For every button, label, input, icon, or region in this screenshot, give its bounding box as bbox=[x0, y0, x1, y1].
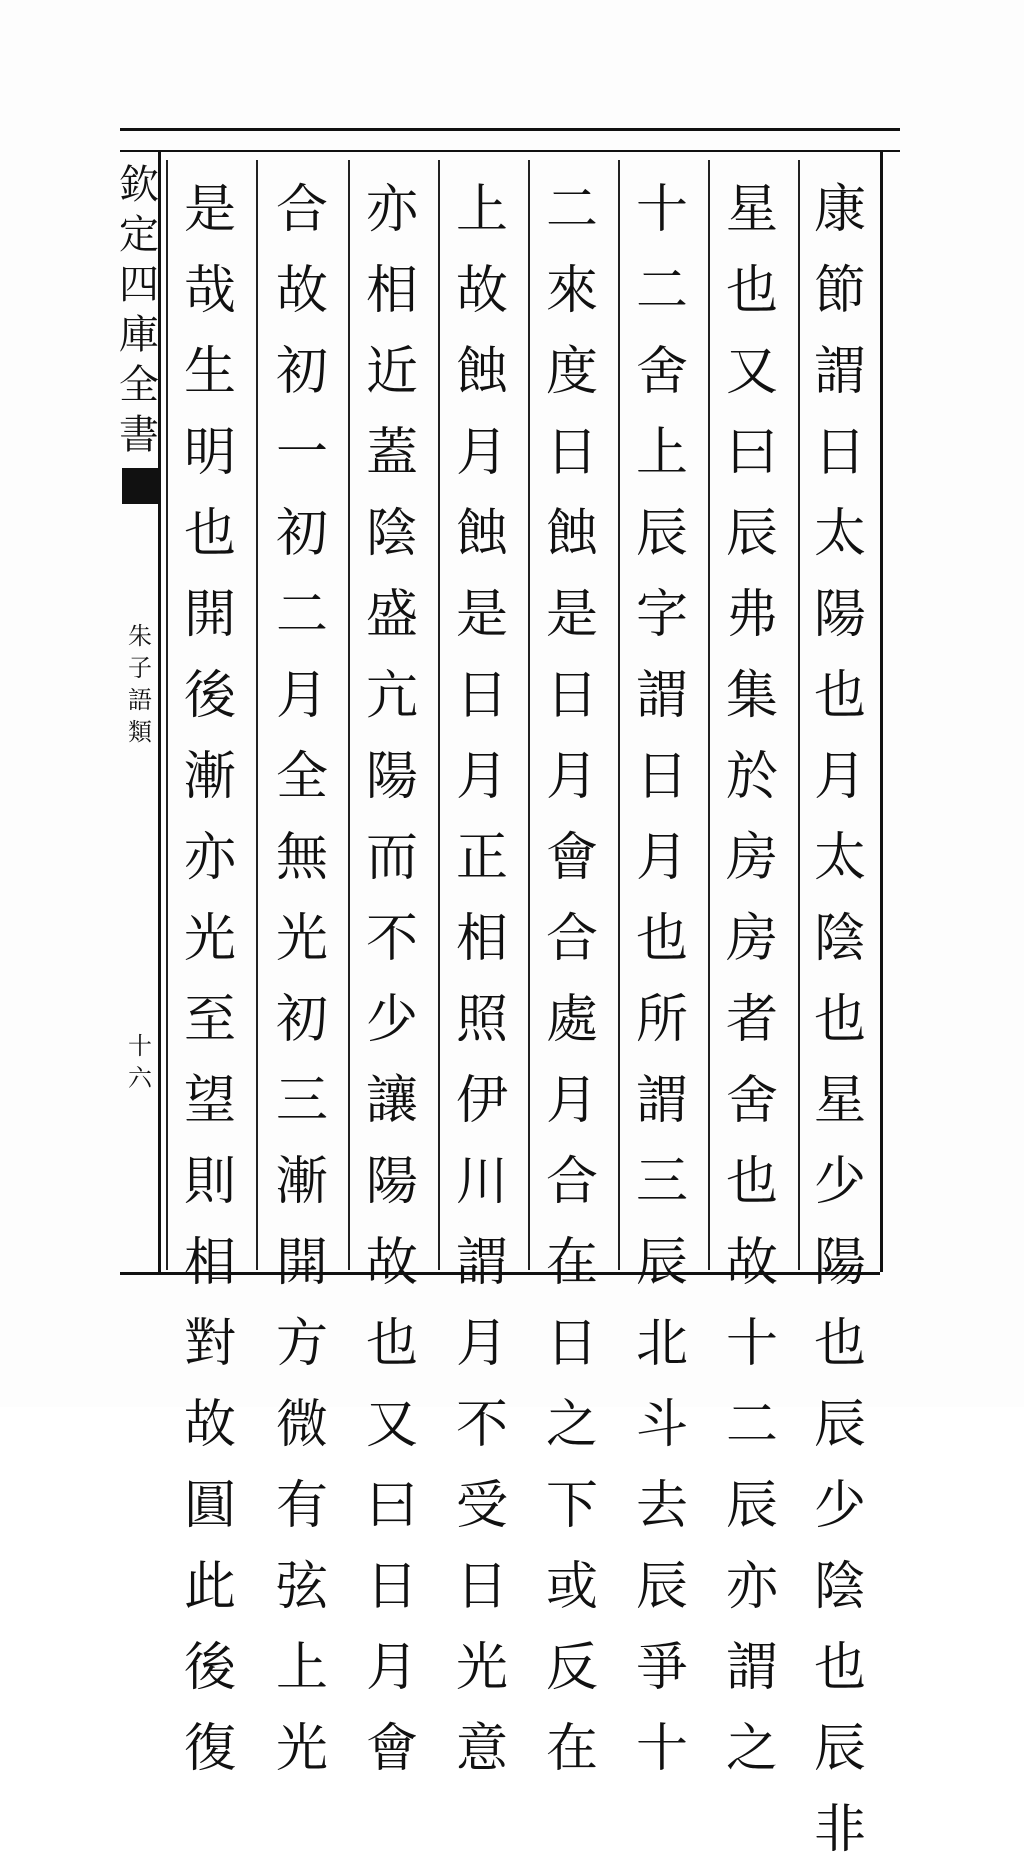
column-divider bbox=[528, 160, 530, 1270]
right-border bbox=[880, 150, 883, 1272]
column-divider bbox=[618, 160, 620, 1270]
top-border bbox=[120, 128, 900, 131]
book-title: 欽定四庫全書 bbox=[119, 162, 159, 458]
text-column-3: 十二舍上辰字謂日月也所謂三辰北斗去辰爭十 bbox=[635, 180, 688, 1779]
page-number: 十六 bbox=[128, 1032, 152, 1092]
text-column-8: 是哉生明也開後漸亦光至望則相對故圓此後復 bbox=[183, 180, 236, 1779]
text-column-2: 星也又曰辰弗集於房房者舍也故十二辰亦謂之 bbox=[725, 180, 778, 1779]
column-divider bbox=[438, 160, 440, 1270]
text-column-7: 合故初一初二月全無光初三漸開方微有弦上光 bbox=[275, 180, 328, 1779]
top-border-inner bbox=[120, 150, 900, 152]
text-column-6: 亦相近蓋陰盛亢陽而不少讓陽故也又曰日月會 bbox=[365, 180, 418, 1779]
text-column-1: 康節謂日太陽也月太陰也星少陽也辰少陰也辰非 bbox=[813, 180, 866, 1860]
column-divider bbox=[166, 160, 168, 1270]
column-divider bbox=[348, 160, 350, 1270]
text-column-5: 上故蝕月蝕是日月正相照伊川謂月不受日光意 bbox=[455, 180, 508, 1779]
column-divider bbox=[708, 160, 710, 1270]
column-divider bbox=[256, 160, 258, 1270]
text-column-4: 二來度日蝕是日月會合處月合在日之下或反在 bbox=[545, 180, 598, 1779]
work-title: 朱子語類 bbox=[128, 622, 152, 746]
fish-tail-mark bbox=[122, 468, 158, 504]
